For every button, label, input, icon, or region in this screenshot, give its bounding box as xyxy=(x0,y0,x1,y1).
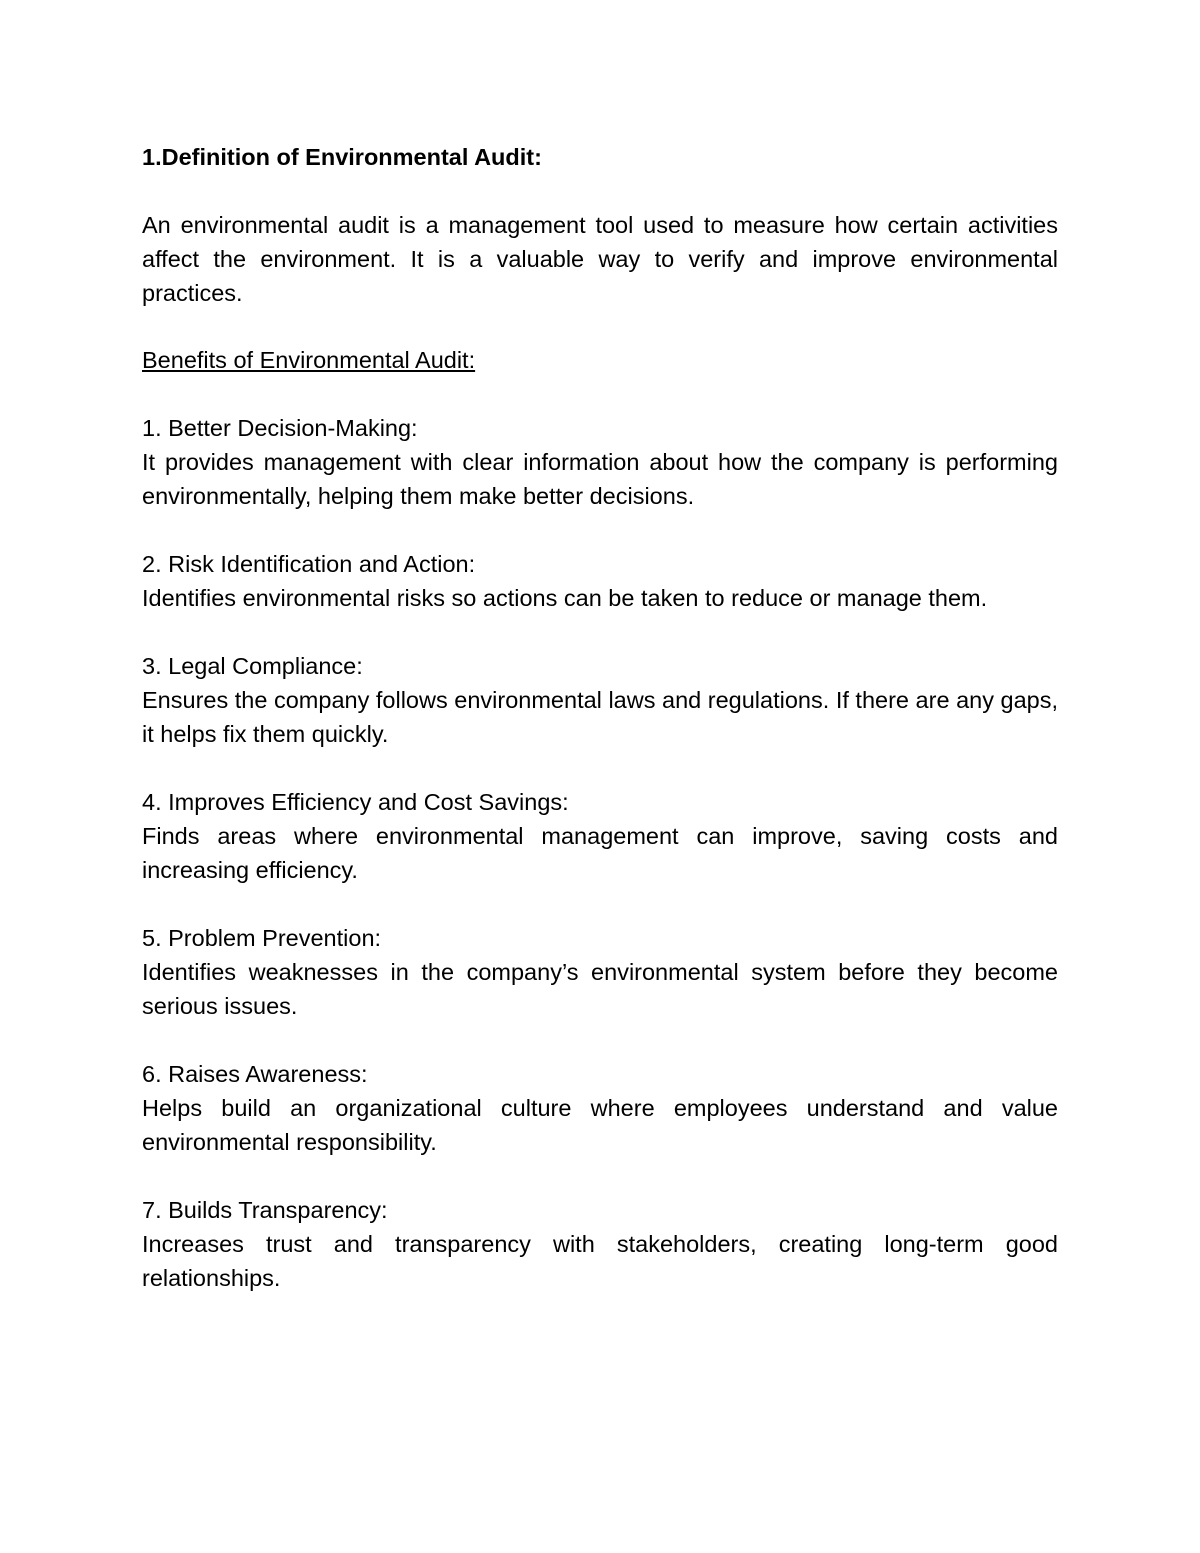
benefit-item xyxy=(142,411,1058,513)
benefit-title: 4. Improves Efficiency and Cost Savings: xyxy=(142,789,569,815)
benefit-title: 5. Problem Prevention: xyxy=(142,925,382,951)
benefit-title: 7. Builds Transparency: xyxy=(142,1197,388,1223)
benefit-text: It provides management with clear information about how the company is performing environmentally, helping them make better decisions. xyxy=(142,449,1058,509)
benefit-text: Ensures the company follows environmental laws and regulations. If there are any gaps, it helps fix them quickly. xyxy=(142,687,1058,747)
benefit-item xyxy=(142,1057,1058,1159)
benefit-text: Identifies weaknesses in the company’s environmental system before they become serious issues. xyxy=(142,959,1058,1019)
benefit-item xyxy=(142,1193,1058,1295)
benefit-title: 3. Legal Compliance: xyxy=(142,653,363,679)
benefit-item xyxy=(142,547,1058,615)
benefits-heading: Benefits of Environmental Audit: xyxy=(142,347,476,373)
definition-heading: 1.Definition of Environmental Audit: xyxy=(142,144,542,170)
benefit-title: 1. Better Decision-Making: xyxy=(142,415,418,441)
document-page xyxy=(142,140,1058,1329)
benefit-title: 6. Raises Awareness: xyxy=(142,1061,368,1087)
benefit-item xyxy=(142,649,1058,751)
definition-text: An environmental audit is a management tool used to measure how certain activities affect the environment. It is a valuable way to verify and improve environmental practices. xyxy=(142,212,1058,306)
benefit-item xyxy=(142,785,1058,887)
benefit-item xyxy=(142,921,1058,1023)
benefit-text: Helps build an organizational culture where employees understand and value environmental responsibility. xyxy=(142,1095,1058,1155)
benefit-text: Identifies environmental risks so actions can be taken to reduce or manage them. xyxy=(142,585,988,611)
benefit-text: Finds areas where environmental management can improve, saving costs and increasing efficiency. xyxy=(142,823,1058,883)
benefit-title: 2. Risk Identification and Action: xyxy=(142,551,476,577)
benefit-text: Increases trust and transparency with stakeholders, creating long-term good relationships. xyxy=(142,1231,1058,1291)
